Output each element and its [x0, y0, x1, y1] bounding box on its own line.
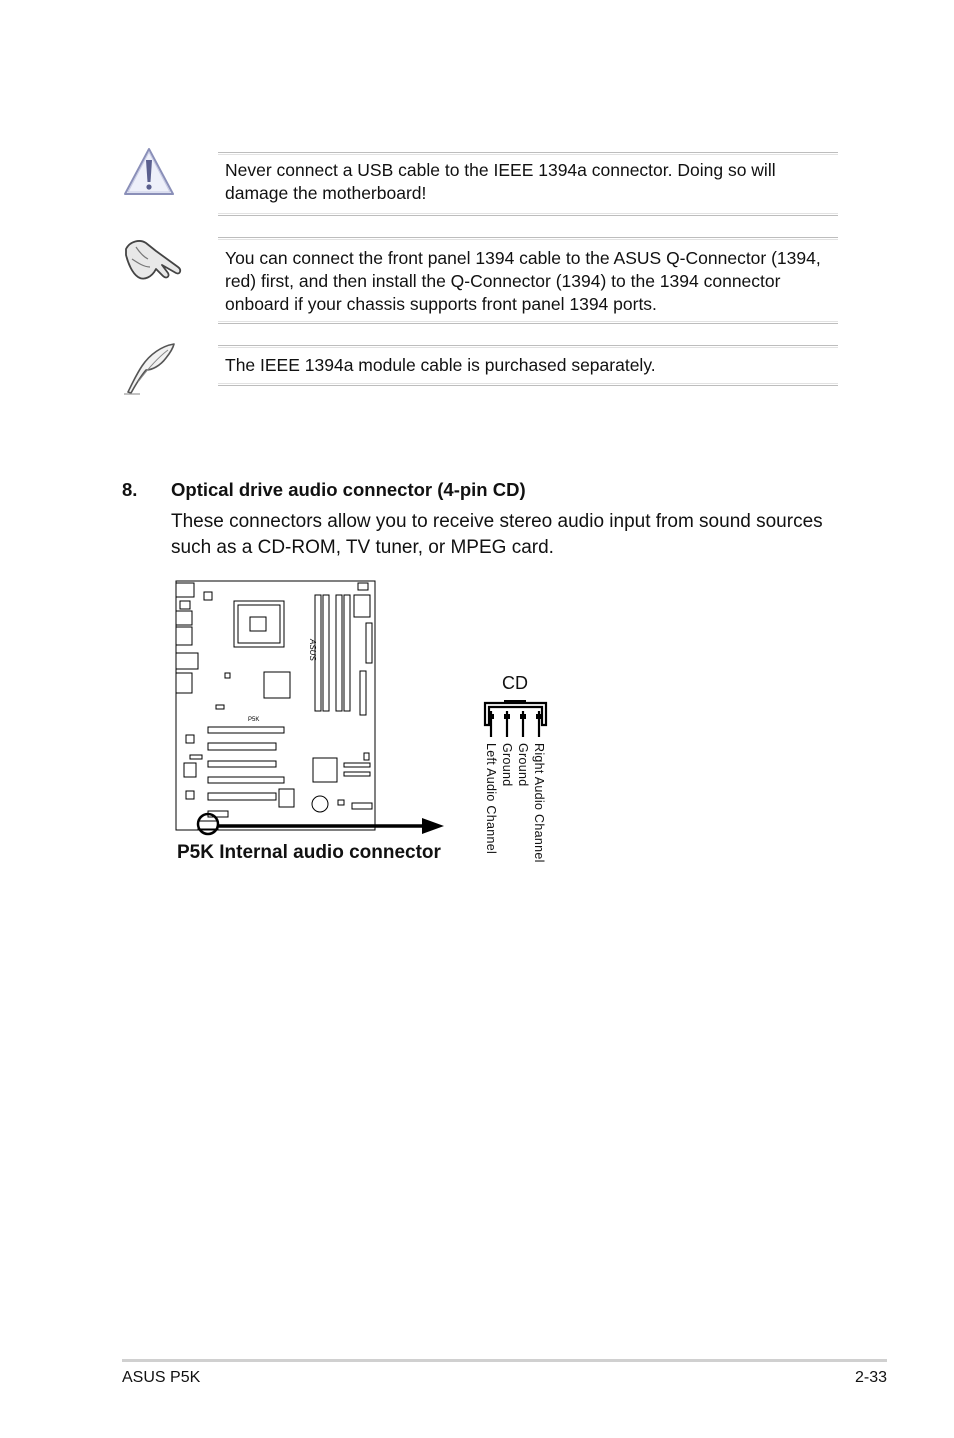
footer-page-number: 2-33 [854, 1369, 887, 1386]
pin-label-ground-1: Ground [500, 743, 514, 787]
pointing-hand-icon [122, 233, 184, 285]
warning-note [218, 152, 838, 216]
warning-note-text: Never connect a USB cable to the IEEE 1394a connector. Doing so will damage the motherboard! [225, 160, 776, 203]
section-body: These connectors allow you to receive stereo audio input from sound sources such as a CD-ROM, TV tuner, or MPEG card. [171, 511, 823, 558]
section-title: Optical drive audio connector (4-pin CD) [171, 479, 526, 500]
northbridge [264, 672, 290, 698]
southbridge [313, 758, 337, 782]
important-note [218, 237, 838, 324]
info-note-text: The IEEE 1394a module cable is purchased separately. [225, 355, 656, 375]
section-number: 8. [122, 479, 138, 500]
motherboard-diagram [168, 575, 458, 840]
info-note [218, 345, 838, 386]
quill-pen-icon [122, 340, 180, 398]
pin-label-right-audio: Right Audio Channel [532, 743, 546, 863]
important-note-text: You can connect the front panel 1394 cable to the ASUS Q-Connector (1394, red) first, and then install the Q-Connector (1394) to the 1394 connector onboard if your chassis supports front panel 1394 ports. [225, 248, 821, 314]
warning-triangle-icon [122, 146, 176, 198]
diagram-caption: P5K Internal audio connector [177, 842, 441, 863]
board-cd-connector [198, 821, 218, 829]
asus-logo-mark: ASUS [308, 639, 317, 661]
board-label: P5K [248, 717, 260, 723]
pin-label-ground-2: Ground [516, 743, 530, 787]
cpu-socket [234, 601, 284, 647]
pin-label-left-audio: Left Audio Channel [484, 743, 498, 855]
connector-label: CD [502, 673, 528, 693]
cd-connector-detail [482, 697, 550, 739]
footer-rule [122, 1359, 887, 1362]
footer-product: ASUS P5K [122, 1369, 201, 1386]
pointer-arrow-head [422, 818, 444, 834]
